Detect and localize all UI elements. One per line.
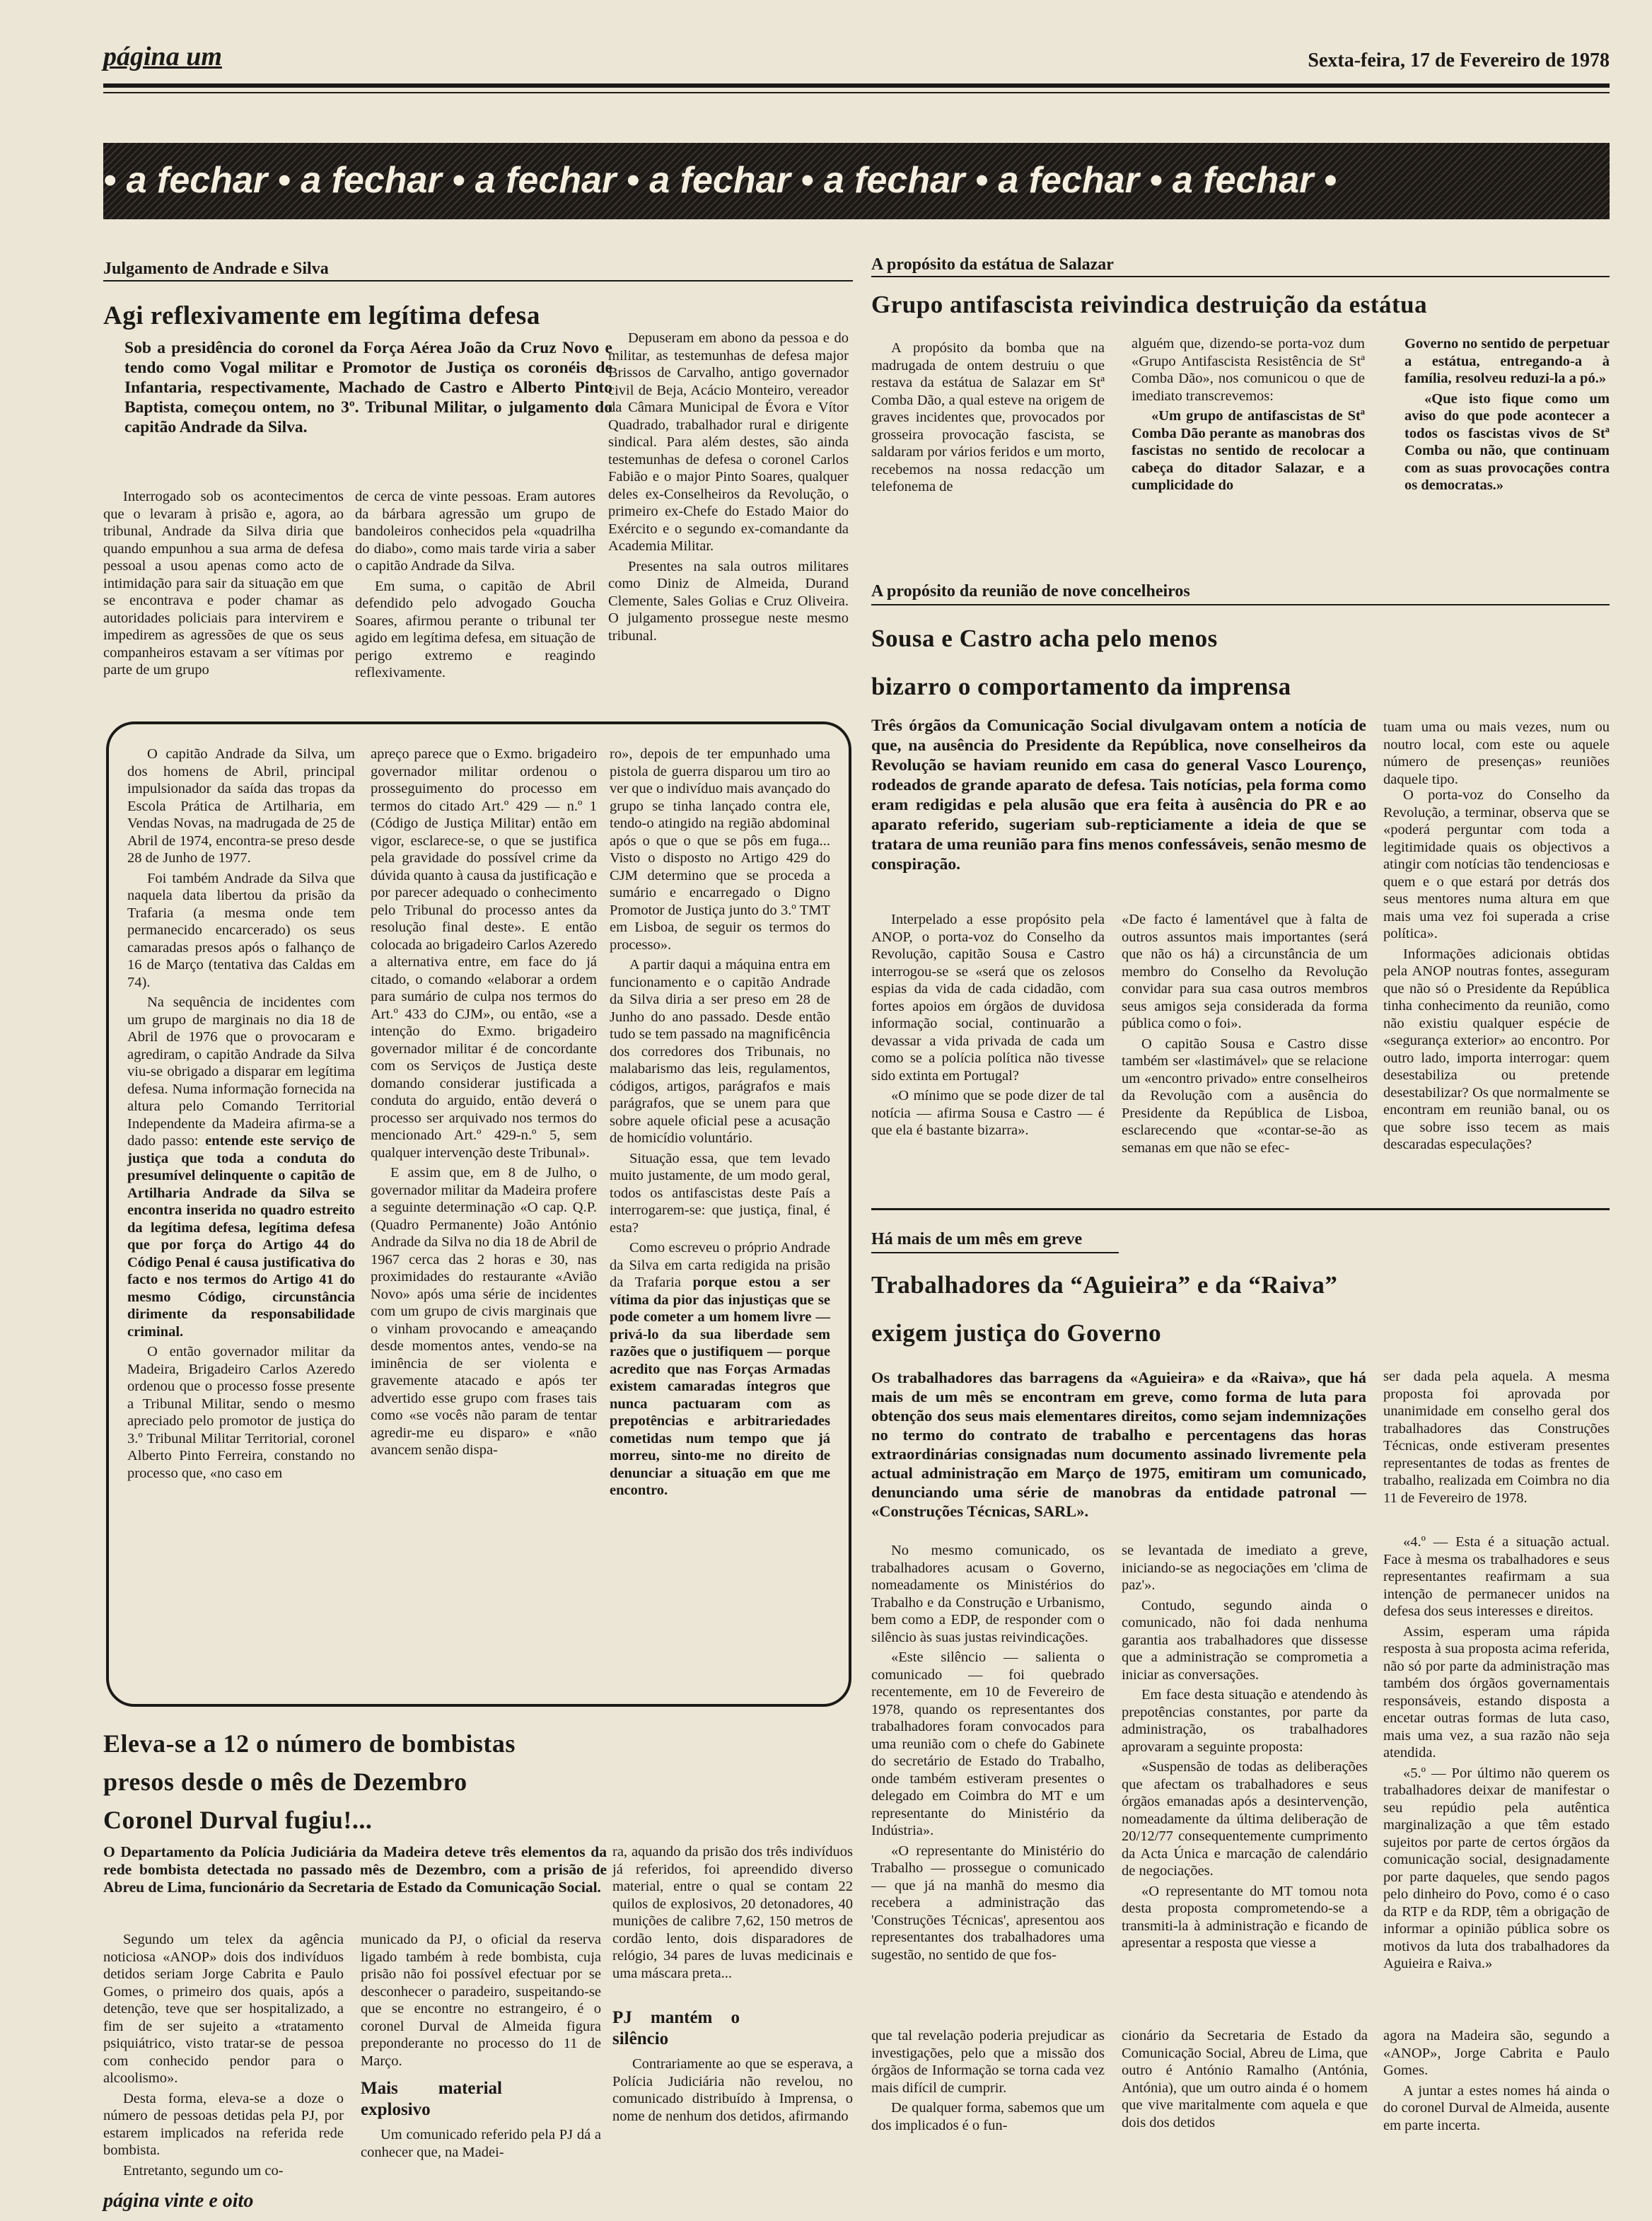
article3-col2	[1122, 911, 1368, 1159]
box-col1d: O então governador militar da Madeira, Brigadeiro Carlos Azeredo ordenou que o processo fosse presente a Tribunal Militar, sendo o mesmo apreciado pelo promotor de justiça do 3.º Tribunal Militar Territorial, coronel Alberto Pinto Ferreira, constando no processo que, «no caso em	[127, 1344, 355, 1481]
box-col1a: O capitão Andrade da Silva, um dos homens de Abril, principal impulsionador da saída das tropas da Escola Prática de Artilharia, em Vendas Novas, na madrugada de 25 de Abril de 1974, encontra-se preso desde 28 de Junho de 1977.	[127, 746, 355, 866]
box-col3	[610, 746, 830, 1502]
article5-col3b-text: Contrariamente ao que se esperava, a Polícia Judiciária não revelou, no comunicado distribuído à Imprensa, o nome de nenhum dos detidos, afirmando	[612, 2056, 853, 2124]
article5-col5	[1122, 2027, 1368, 2134]
article4-col1	[871, 1542, 1105, 1966]
article4-col2	[1122, 1542, 1368, 1955]
article4-col1-text: No mesmo comunicado, os trabalhadores acusam o Governo, nomeadamente os Ministérios do Trabalho e da Construção e Urbanismo, bem como a EDP, de responder com o silêncio às suas justas reivindicações.	[871, 1543, 1105, 1645]
article4-headline1: Trabalhadores da “Aguieira” e da “Raiva”	[871, 1271, 1338, 1299]
article5-col4b-text: De qualquer forma, sabemos que um dos implicados é o fun-	[871, 2100, 1105, 2133]
article5-col2	[361, 1931, 601, 2164]
article1-col2-text: de cerca de vinte pessoas. Eram autores da bárbara agressão um grupo de bandoleiros conhecidos pela «quadrilha do diabo», como mais tarde viria a saber o capitão Andrade da Silva.	[355, 489, 595, 574]
article4-col2d-text: «Suspensão de todas as deliberações que afectam os trabalhadores e seus órgãos emanadas após a desintervenção, nomeadamente da última deliberação de 20/12/77 consequentemente cumprimento da Acta Única e marcação de calendário de negociações.	[1122, 1759, 1368, 1879]
article4-headline2: exigem justiça do Governo	[871, 1319, 1162, 1347]
a-fechar-banner	[103, 143, 1610, 219]
article1-headline: Agi reflexivamente em legítima defesa	[103, 301, 540, 330]
article3-lead: Três órgãos da Comunicação Social divulgavam ontem a notícia de que, na ausência do Presidente da República, nove conselheiros da Revolução se haviam reunido em casa do general Vasco Lourenço, rodeados de grande aparato de defesa. Tais notícias, pela forma como eram redigidas e pela alusão que era feita à ausência do PR e ao aparato referido, sugeriam sub-repticiamente a ideia de que se tratara de uma reunião para fins menos confessáveis, senão mesmo de conspiração.	[871, 717, 1366, 874]
article5-col6	[1383, 2027, 1610, 2137]
article5-col4	[871, 2027, 1105, 2137]
box-col1c	[127, 994, 355, 1340]
article4-col2-text: se levantada de imediato a greve, iniciando-se as negociações em 'clima de paz'».	[1122, 1543, 1368, 1593]
article3-kicker: A propósito da reunião de nove concelheiros	[871, 582, 1190, 601]
article3-col1b-text: «O mínimo que se pode dizer de tal notícia — afirma Sousa e Castro — é que ela é bastante bizarra».	[871, 1088, 1105, 1138]
article5-headline3: Coronel Durval fugiu!...	[103, 1806, 373, 1834]
article4-top-rule	[871, 1208, 1610, 1210]
article4-col3c-text: «5.º — Por último não querem os trabalhadores deixar de manifestar o seu repúdio pela autêntica marginalização a que têm estado sujeitos por parte de certos órgãos da comunicação social, designadamente por parte daqueles, que sendo pagos pelo dinheiro do Povo, como é o caso da RTP e da RDP, têm a obrigação de informar a opinião pública sobre os motivos da luta dos trabalhadores da Aguieira e Raiva.»	[1383, 1765, 1610, 1971]
box-col3a: ro», depois de ter empunhado uma pistola de guerra disparou um tiro ao ver que o indivíduo mais avançado do grupo se tinha lançado contra ele, tendo-o atingido na região abdominal após o que o que se pôs em fuga... Visto o disposto no Artigo 429 do CJM determino que se proceda a sumário e encarregado o Digno Promotor de Justiça junto do 3.º TMT em Lisboa, de seguir os termos do processo».	[610, 746, 830, 953]
article3-col1-text: Interpelado a esse propósito pela ANOP, o porta-voz do Conselho da Revolução, capitão Sousa e Castro interrogou-se se «será que os zelosos espias da vida de cada cidadão, com fortes apoios em órgãos de duvidosa informação social, continuarão a devassar a vida privada de cada um como se a polícia política não tivesse sido extinta em Portugal?	[871, 912, 1105, 1084]
masthead-rule-thin	[103, 92, 1610, 93]
box-col3d-text: Como escreveu o próprio Andrade da Silva em carta redigida na prisão da Trafaria	[610, 1240, 830, 1290]
article5-col5-text: cionário da Secretaria de Estado da Comunicação Social, Abreu de Lima, que outro é António Ramalho (Antónia, Antónia), que um outro ainda é o homem que vive maritalmente com aquela e que dois dos detidos	[1122, 2028, 1368, 2130]
article4-col1c-text: «O representante do Ministério do Trabalho — prossegue o comunicado — que já na manhã do mesmo dia recebera a administração das 'Construções Técnicas', apresentou aos representantes dos trabalhadores uma sugestão, no sentido de que fos-	[871, 1843, 1105, 1963]
box-col2	[371, 746, 597, 1462]
article5-col3	[612, 1843, 853, 2128]
article3-headline1: Sousa e Castro acha pelo menos	[871, 625, 1218, 652]
box-col1c-bold: entende este serviço de justiça que toda a conduta do presumível delinquente o capitão de Artilharia Andrade da Silva se encontra inserida no quadro estreito da legítima defesa, legítima defesa que por força do Artigo 44 do Código Penal é causa justificativa do facto e nos termos do Artigo 41 do mesmo Código, circunstância dirimente da responsabilidade criminal.	[127, 1133, 355, 1340]
article5-col6b-text: A juntar a estes nomes há ainda o do coronel Durval de Almeida, ausente em parte incerta.	[1383, 2082, 1610, 2133]
box-col1c-text: Na sequência de incidentes com um grupo de marginais no dia 18 de Abril de 1976 que o provocaram e agrediram, o capitão Andrade da Silva viu-se obrigado a disparar em legítima defesa. Numa informação fornecida na altura pelo Comando Territorial Independente da Madeira afirma-se a dado passo:	[127, 994, 355, 1149]
box-col1	[127, 746, 355, 1485]
masthead-page-label: página um	[103, 42, 222, 71]
article1-kicker: Julgamento de Andrade e Silva	[103, 260, 329, 278]
box-col3d-bold: porque estou a ser vítima da pior das injustiças que se pode cometer a um homem livre — privá-lo da sua liberdade sem razões que o justifiquem — porque acredito que nas Forças Armadas existem camaradas íntegros que nunca pactuaram com as prepotências e arbitrariedades cometidas num tempo que já morreu, sinto-me no direito de denunciar a situação em que me encontro.	[610, 1275, 830, 1498]
article1-col3b-text: Presentes na sala outros militares como Diniz de Almeida, Durand Clemente, Sales Golias e Cruz Oliveira. O julgamento prossegue neste mesmo tribunal.	[608, 558, 849, 644]
article5-col2b-text: Um comunicado referido pela PJ dá a conhecer que, na Madei-	[361, 2127, 601, 2160]
article5-col1	[103, 1931, 344, 2182]
article5-headline1: Eleva-se a 12 o número de bombistas	[103, 1729, 516, 1758]
box-col3c: Situação essa, que tem levado muito justamente, de um modo geral, todos os antifascistas deste País a interrogarem-se: que justiça, final, é esta?	[610, 1150, 830, 1236]
article3-headline2: bizarro o comportamento da imprensa	[871, 673, 1291, 700]
article3-col2-text: «De facto é lamentável que à falta de outros assuntos mais importantes (será que não os há) a circunstância de um membro do Conselho da Revolução convidar para sua casa outros membros seus amigos seja considerada da forma pública como o foi».	[1122, 912, 1368, 1031]
article4-col1b-text: «Este silêncio — salienta o comunicado — foi quebrado recentemente, em 10 de Fevereiro de 1978, quando os representantes dos trabalhadores foram convocados para uma reunião com o chefe do Gabinete do secretário de Estado do Trabalho, onde também estiveram presentes o delegado em Coimbra do MT e um representante do Ministério da Indústria».	[871, 1649, 1105, 1838]
article3-lead-right	[1383, 719, 1610, 791]
article5-headline2: presos desde o mês de Dezembro	[103, 1768, 467, 1796]
box-col2b: E assim que, em 8 de Julho, o governador militar da Madeira profere a seguinte determinação «O cap. Q.P. (Quadro Permanente) João António Andrade da Silva no dia 18 de Abril de 1967 cerca das 2 horas e 30, nas proximidades do restaurante «Avião Novo» após uma série de incidentes com um grupo de civis marginais que o vinham provocando e ameaçando desde momentos antes, vendo-se na iminência de ser violenta e gravemente atacado e após ter advertido esse grupo com frases tais como «se vocês não param de tentar agredir-me eu disparo» e «não avancem senão dispa-	[371, 1165, 597, 1458]
article2-col3-bold2: «Que isto fique como um aviso do que pode acontecer a todos os fascistas vivos de Stª Comba ou não, que continuam com as suas provocações contra os democratas.»	[1404, 390, 1610, 493]
article1-col3	[608, 330, 849, 647]
box-col1b: Foi também Andrade da Silva que naquela data libertou da prisão da Trafaria (a mesma onde tem permanecido encarcerado) os seus camaradas presos após o falhanço de 16 de Março (tentativa das Caldas em 74).	[127, 870, 355, 990]
article5-col3-subhead: PJ mantém o silêncio	[612, 2008, 740, 2048]
article4-col3	[1383, 1533, 1610, 1976]
article5-col6-text: agora na Madeira são, segundo a «ANOP», Jorge Cabrita e Paulo Gomes.	[1383, 2028, 1610, 2078]
box-col2a: apreço parece que o Exmo. brigadeiro governador militar ordenou o prosseguimento do processo em termos do citado Art.º 429 — n.º 1 (Código de Justiça Militar) então em vigor, esclarece-se, o que se justifica pela gravidade do possível crime da dúvida quanto à causa da justificação e por parecer adequado o conhecimento pelo Tribunal do processo antes da resolução final deste». E então colocada ao brigadeiro Carlos Azeredo a alternativa entre, em face do já citado, o comando «elaborar a ordem para sumário de culpa nos termos do Art.º 433 do CJM», ou então, «se a intenção do Exmo. brigadeiro governador militar é de concordante com os Serviços de Justiça deste domando considerar justificada a conduta do arguido, então deverá o processo ser arquivado nos termos do mencionado Art.º 429-n.º 5, sem qualquer intervenção deste Tribunal».	[371, 746, 597, 1161]
article4-col2e-text: «O representante do MT tomou nota desta proposta comprometendo-se a transmiti-la à administração e ficando de apresentar a resposta que viesse a	[1122, 1883, 1368, 1951]
article2-kicker: A propósito da estátua de Salazar	[871, 255, 1114, 274]
article4-lead-right	[1383, 1368, 1610, 1509]
masthead-date: Sexta-feira, 17 de Fevereiro de 1978	[1308, 50, 1610, 71]
article5-col4-text: que tal revelação poderia prejudicar as investigações, pelo que a missão dos órgãos de Informação se torna cada vez mais difícil de cumprir.	[871, 2028, 1105, 2096]
article5-col2-subhead: Mais material explosivo	[361, 2079, 502, 2119]
footer-page-label: página vinte e oito	[103, 2190, 254, 2212]
article4-col3b-text: Assim, esperam uma rápida resposta à sua proposta acima referida, não só por parte da administração mas também dos órgãos governamentais responsáveis, estando disposta a encetar outras formas de luta caso, mais uma vez, a sua razão não seja atendida.	[1383, 1623, 1610, 1761]
article1-kicker-rule	[103, 280, 853, 282]
article2-col2-text: alguém que, dizendo-se porta-voz dum «Grupo Antifascista Resistência de Stª Comba Dão», nos comunicou o que de imediato transcrevemos:	[1132, 336, 1365, 404]
article4-col3-text: «4.º — Esta é a situação actual. Face à mesma os trabalhadores e seus representantes reafirmam a sua intenção de permanecer unidos na defesa dos seus interesses e direitos.	[1383, 1534, 1610, 1619]
box-col3b: A partir daqui a máquina entra em funcionamento e o capitão Andrade da Silva diria a ser preso em 28 de Junho do ano passado. Desde então tudo se tem passado na magnificência dos corredores dos Tribunais, no malabarismo das leis, regulamentos, códigos, artigos, parágrafos e mais parágrafos, que se unem para que sobre aquele oficial pese a acusação de homicídio voluntário.	[610, 957, 830, 1146]
article3-lead-right-text: tuam uma ou mais vezes, num ou noutro local, com este ou aquele número de presenças» reuniões daquele tipo.	[1383, 719, 1610, 787]
article2-col1-text: A propósito da bomba que na madrugada de ontem destruiu o que restava da estátua de Salazar em Stª Comba Dão, a qual esteve na origem de graves incidentes que, provocados por grosseira provocação fascista, se saldaram por vários feridos e um morto, recebemos na nossa redacção um telefonema de	[871, 340, 1105, 494]
article1-col2b-text: Em suma, o capitão de Abril defendido pelo advogado Goucha Soares, afirmou perante o tribunal ter agido em legítima defesa, em situação de perigo extremo e reagindo reflexivamente.	[355, 578, 595, 680]
article5-col1b-text: Desta forma, eleva-se a doze o número de pessoas detidas pela PJ, por estarem implicados na referida rede bombista.	[103, 2090, 344, 2158]
article4-col2c-text: Em face desta situação e atendendo às prepotências constantes, por parte da administração, os trabalhadores aprovaram a seguinte proposta:	[1122, 1687, 1368, 1755]
article5-col3-text: ra, aquando da prisão dos três indivíduos já referidos, foi apreendido diverso material, entre o qual se contam 22 quilos de explosivos, 20 detonadores, 40 munições de calibre 7,62, 150 metros de cordão lento, dois disparadores de relógio, 34 pares de luvas medicinais e uma máscara preta...	[612, 1844, 853, 1981]
article4-kicker-rule	[871, 1252, 1119, 1253]
article4-lead-right-text: ser dada pela aquela. A mesma proposta foi aprovada por unanimidade em conselho geral dos trabalhadores das Construções Técnicas, onde estiveram presentes representantes de todas as frentes de trabalho, realizada em Coimbra no dia 11 de Fevereiro de 1978.	[1383, 1369, 1610, 1506]
article3-col2b-text: O capitão Sousa e Castro disse também ser «lastimável» que se relacione um «encontro privado» entre conselheiros da Revolução com a ausência do Presidente da República de Lisboa, esclarecendo que «contar-se-ão as semanas em que não se efec-	[1122, 1036, 1368, 1156]
article2-headline: Grupo antifascista reivindica destruição da estátua	[871, 291, 1428, 318]
article2-col3	[1404, 335, 1610, 497]
article5-lead: O Departamento da Polícia Judiciária da Madeira deteve três elementos da rede bombista detectada no passado mês de Dezembro, com a prisão de Abreu de Lima, funcionário da Secretaria de Estado da Comunicação Social.	[103, 1843, 607, 1896]
masthead-rule	[103, 83, 1610, 88]
article2-col2	[1132, 335, 1365, 497]
article4-kicker: Há mais de um mês em greve	[871, 1230, 1083, 1248]
article3-col3b-text: Informações adicionais obtidas pela ANOP noutras fontes, asseguram que não só o Presidente da República tinha conhecimento da reunião, como não existiu qualquer espécie de «segurança exterior» ao encontro. Por outro lado, importa interrogar: quem desestabiliza ou pretende desestabilizar? Os que normalmente se encontram em reunião banal, ou os que sobre isso tecem as mais descaradas especulações?	[1383, 946, 1610, 1152]
article1-col1-text: Interrogado sob os acontecimentos que o levaram à prisão e, agora, ao tribunal, Andrade da Silva diria que quando empunhou a sua arma de defesa pessoal a usou apenas como acto de intimidação para sair da situação em que se encontrava e poder chamar as autoridades policiais para intervirem e impedirem as agressões de que os seus companheiros estavam a ser vítimas por parte de um grupo	[103, 489, 344, 678]
article1-col3-text: Depuseram em abono da pessoa e do militar, as testemunhas de defesa major Brissos de Carvalho, antigo governador civil de Beja, Acácio Monteiro, vereador da Câmara Municipal de Évora e Vítor Quadrado, trabalhador rural e dirigente sindical. Para além destes, são ainda testemunhas de defesa o coronel Carlos Fabião e o major Pinto Soares, qualquer deles ex-Conselheiros da Revolução, o primeiro ex-Chefe do Estado Maior do Exército e o segundo ex-comandante da Academia Militar.	[608, 330, 849, 554]
article4-col2b-text: Contudo, segundo ainda o comunicado, não foi dada nenhuma garantia aos trabalhadores que dissesse que a administração se comprometia a iniciar as conversações.	[1122, 1597, 1368, 1683]
article2-col1	[871, 340, 1105, 499]
article2-col2-bold: «Um grupo de antifascistas de Stª Comba Dão perante as manobras dos fascistas no sentido de recolocar a cabeça do ditador Salazar, e a cumplicidade do	[1132, 408, 1365, 493]
article5-col1-text: Segundo um telex da agência noticiosa «ANOP» dois dos indivíduos detidos seriam Jorge Cabrita e Paulo Gomes, o primeiro dos quais, após a detenção, teve que ser hospitalizado, a fim de ser sujeito a «tratamento psiquiátrico, visto tratar-se de pessoa com conhecido pendor para o alcoolismo».	[103, 1932, 344, 2086]
article4-lead: Os trabalhadores das barragens da «Aguieira» e da «Raiva», que há mais de um mês se encontram em greve, como forma de luta para obtenção dos seus mais elementares direitos, como sejam indemnizações no termo do contrato de trabalho e percentagens das horas extraordinárias consignadas num documento assinado livremente pela actual administração em Março de 1975, emitiram um comunicado, denunciando uma série de manobras da entidade patronal — «Construções Técnicas, SARL».	[871, 1369, 1366, 1520]
article3-col3	[1383, 787, 1610, 1156]
article5-col1c-text: Entretanto, segundo um co-	[123, 2162, 284, 2179]
article3-col3-text: O porta-voz do Conselho da Revolução, a terminar, observa que se «poderá perguntar com toda a legitimidade quais os objectivos a atingir com notícias tão tendenciosas e quem e o que estará por detrás dos seus mentores numa altura em que mais uma vez foi superada a crise política».	[1383, 787, 1610, 941]
article1-lead: Sob a presidência do coronel da Força Aérea João da Cruz Novo e tendo como Vogal militar e Promotor de Justiça os coronéis de Infantaria, respectivamente, Machado de Castro e Alberto Pinto Baptista, começou ontem, no 3º. Tribunal Militar, o julgamento do capitão Andrade da Silva.	[124, 339, 612, 436]
article3-col1	[871, 911, 1105, 1142]
article1-col2	[355, 488, 595, 685]
article2-col3-bold: Governo no sentido de perpetuar a estátua, entregando-a à família, resolveu reduzi-la a pó.»	[1404, 336, 1610, 386]
article2-kicker-rule	[871, 276, 1610, 277]
box-col3d	[610, 1239, 830, 1500]
article5-col2-text: municado da PJ, o oficial da reserva ligado também à rede bombista, cuja prisão não foi possível efectuar por se desconhecer o paradeiro, suspeitando-se que se encontre no estrangeiro, é o coronel Durval de Almeida figura preponderante no processo do 11 de Março.	[361, 1932, 601, 2069]
banner-text: • a fechar • a fechar • a fechar • a fechar • a fechar • a fechar • a fechar •	[103, 160, 1337, 201]
article3-kicker-rule	[871, 604, 1610, 605]
article1-col1	[103, 488, 344, 682]
